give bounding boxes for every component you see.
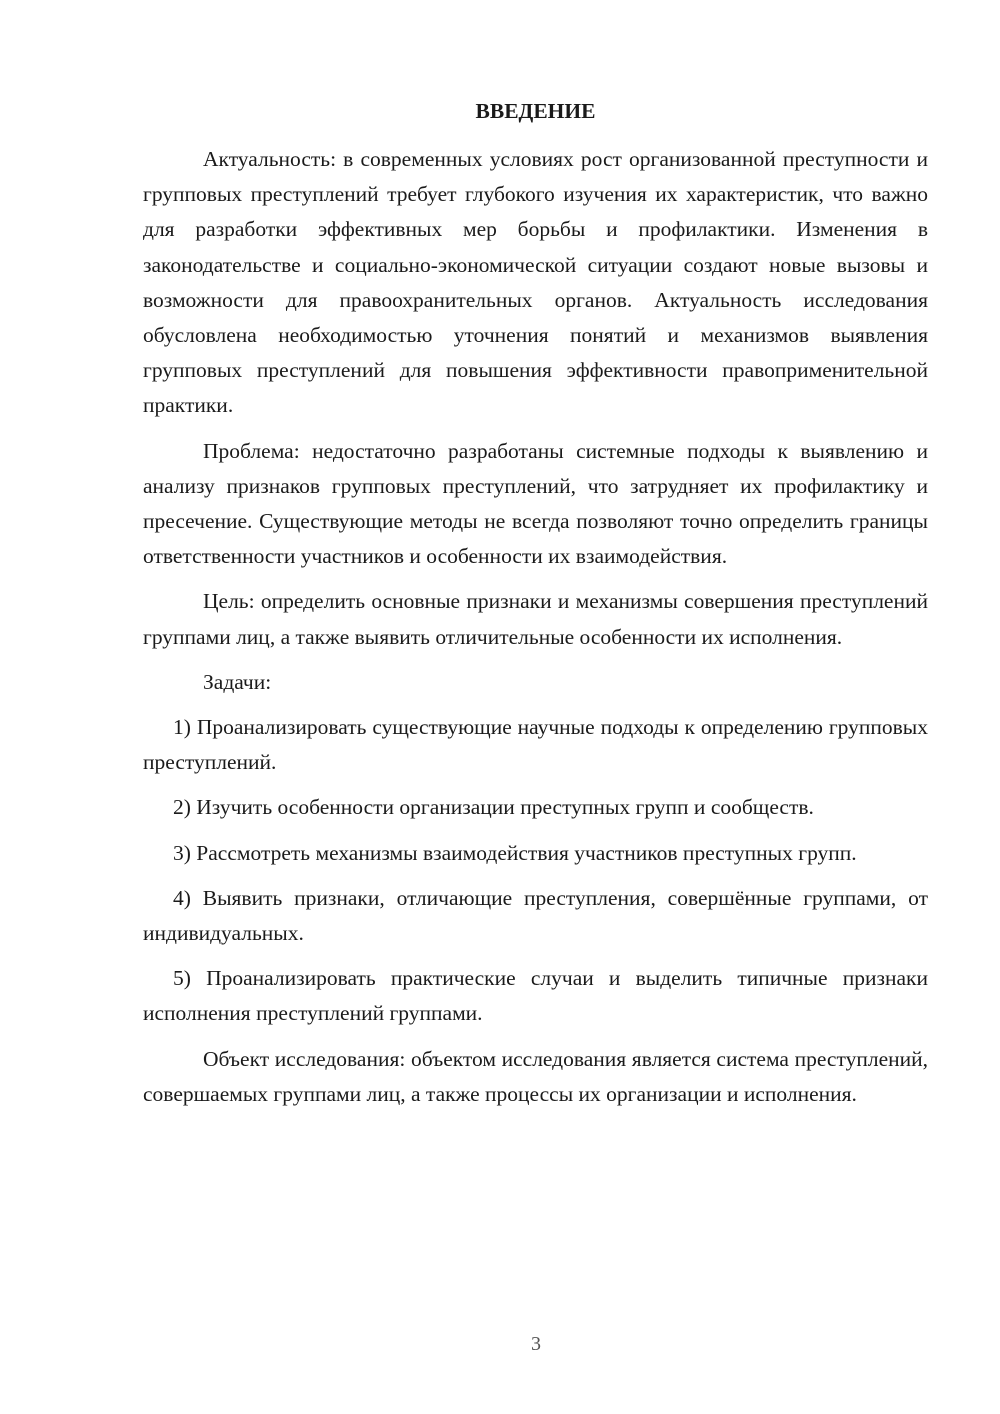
- task-item: 5) Проанализировать практические случаи и выделить типичные признаки исполнения преступлений группами.: [143, 966, 928, 1026]
- tasks-heading: Задачи:: [203, 669, 272, 694]
- document-page: [143, 96, 928, 1122]
- page-number: 3: [531, 1333, 541, 1355]
- task-item: 1) Проанализировать существующие научные подходы к определению групповых преступлений.: [143, 715, 928, 775]
- task-item: 3) Рассмотреть механизмы взаимодействия участников преступных групп.: [173, 840, 857, 865]
- paragraph-goal: Цель: определить основные признаки и механизмы совершения преступлений группами лиц, а также выявить отличительные особенности их исполнения.: [143, 589, 928, 649]
- paragraph-problem: Проблема: недостаточно разработаны системные подходы к выявлению и анализу признаков групповых преступлений, что затрудняет их профилактику и пресечение. Существующие методы не всегда позволяют точно определить границы ответственности участников и особенности их взаимодействия.: [143, 438, 928, 569]
- paragraph-object: Объект исследования: объектом исследования является система преступлений, совершаемых группами лиц, а также процессы их организации и исполнения.: [143, 1046, 928, 1106]
- paragraph-relevance: Актуальность: в современных условиях рост организованной преступности и групповых преступлений требует глубокого изучения их характеристик, что важно для разработки эффективных мер борьбы и профилактики. Изменения в законодательстве и социально-экономической ситуации создают новые вызовы и возможности для правоохранительных органов. Актуальность исследования обусловлена необходимостью уточнения понятий и механизмов выявления групповых преступлений для повышения эффективности правоприменительной практики.: [143, 147, 928, 418]
- page-title: ВВЕДЕНИЕ: [475, 99, 596, 123]
- task-item: 2) Изучить особенности организации преступных групп и сообществ.: [173, 795, 814, 820]
- task-item: 4) Выявить признаки, отличающие преступления, совершённые группами, от индивидуальных.: [143, 885, 928, 946]
